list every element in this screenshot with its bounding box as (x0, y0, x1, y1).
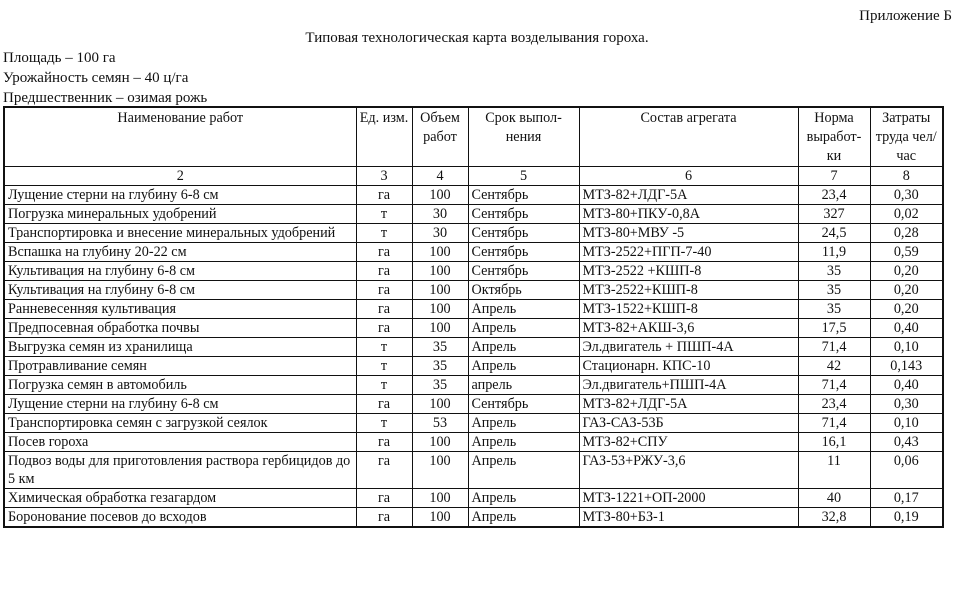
cell-aggregate: Стационарн. КПС-10 (579, 357, 798, 376)
cell-labor: 0,143 (870, 357, 943, 376)
cell-labor: 0,19 (870, 508, 943, 528)
table-body (4, 186, 943, 528)
table-row (4, 376, 943, 395)
area-info: Площадь – 100 га (3, 50, 116, 66)
table-row (4, 452, 943, 489)
cell-volume: 30 (412, 224, 468, 243)
cell-work-name: Предпосевная обработка почвы (4, 319, 356, 338)
cell-unit: га (356, 395, 412, 414)
cell-term: Сентябрь (468, 224, 579, 243)
cell-term: Апрель (468, 433, 579, 452)
cell-norm: 40 (798, 489, 870, 508)
cell-norm: 11 (798, 452, 870, 489)
cell-unit: га (356, 319, 412, 338)
column-number: 7 (798, 167, 870, 186)
cell-volume: 100 (412, 489, 468, 508)
cell-labor: 0,59 (870, 243, 943, 262)
cell-work-name: Выгрузка семян из хранилища (4, 338, 356, 357)
header-cell-aggregate: Состав агрегата (579, 107, 798, 167)
table-row (4, 281, 943, 300)
cell-norm: 17,5 (798, 319, 870, 338)
cell-unit: га (356, 489, 412, 508)
table-row (4, 414, 943, 433)
cell-volume: 100 (412, 300, 468, 319)
cell-unit: га (356, 243, 412, 262)
cell-volume: 100 (412, 186, 468, 205)
cell-term: Сентябрь (468, 205, 579, 224)
cell-work-name: Подвоз воды для приготовления раствора гербицидов до 5 км (4, 452, 356, 489)
cell-aggregate: МТЗ-82+ЛДГ-5А (579, 395, 798, 414)
cell-labor: 0,20 (870, 300, 943, 319)
table-row (4, 243, 943, 262)
cell-norm: 42 (798, 357, 870, 376)
cell-norm: 71,4 (798, 414, 870, 433)
header-cell-volume: Объем работ (412, 107, 468, 167)
table-row (4, 205, 943, 224)
cell-work-name: Погрузка семян в автомобиль (4, 376, 356, 395)
cell-aggregate: МТЗ-2522 +КШП-8 (579, 262, 798, 281)
cell-work-name: Лущение стерни на глубину 6-8 см (4, 395, 356, 414)
cell-volume: 35 (412, 376, 468, 395)
cell-labor: 0,40 (870, 319, 943, 338)
column-number-row (4, 167, 943, 186)
cell-term: Апрель (468, 414, 579, 433)
cell-volume: 100 (412, 395, 468, 414)
table-row (4, 300, 943, 319)
cell-labor: 0,30 (870, 395, 943, 414)
cell-work-name: Боронование посевов до всходов (4, 508, 356, 528)
cell-volume: 100 (412, 281, 468, 300)
cell-work-name: Культивация на глубину 6-8 см (4, 262, 356, 281)
cell-aggregate: ГАЗ-САЗ-53Б (579, 414, 798, 433)
cell-volume: 35 (412, 338, 468, 357)
document-title: Типовая технологическая карта возделывания гороха. (305, 30, 649, 46)
table-row (4, 357, 943, 376)
cell-work-name: Культивация на глубину 6-8 см (4, 281, 356, 300)
cell-aggregate: МТЗ-80+БЗ-1 (579, 508, 798, 528)
cell-volume: 100 (412, 262, 468, 281)
cell-aggregate: МТЗ-1221+ОП-2000 (579, 489, 798, 508)
table-row (4, 433, 943, 452)
cell-unit: га (356, 186, 412, 205)
technology-map-table (3, 106, 944, 528)
table-row (4, 508, 943, 528)
cell-norm: 24,5 (798, 224, 870, 243)
cell-term: Сентябрь (468, 186, 579, 205)
cell-unit: т (356, 224, 412, 243)
cell-term: Апрель (468, 489, 579, 508)
cell-work-name: Химическая обработка гезагардом (4, 489, 356, 508)
cell-aggregate: МТЗ-82+СПУ (579, 433, 798, 452)
cell-volume: 100 (412, 319, 468, 338)
cell-volume: 100 (412, 433, 468, 452)
cell-aggregate: МТЗ-2522+ПГП-7-40 (579, 243, 798, 262)
cell-labor: 0,02 (870, 205, 943, 224)
cell-work-name: Ранневесенняя культивация (4, 300, 356, 319)
cell-term: апрель (468, 376, 579, 395)
cell-work-name: Лущение стерни на глубину 6-8 см (4, 186, 356, 205)
table-row (4, 489, 943, 508)
cell-term: Апрель (468, 508, 579, 528)
cell-aggregate: МТЗ-80+МВУ -5 (579, 224, 798, 243)
column-number: 8 (870, 167, 943, 186)
cell-norm: 16,1 (798, 433, 870, 452)
cell-volume: 35 (412, 357, 468, 376)
column-number: 6 (579, 167, 798, 186)
cell-norm: 35 (798, 300, 870, 319)
header-cell-unit: Ед. изм. (356, 107, 412, 167)
cell-term: Сентябрь (468, 243, 579, 262)
cell-term: Апрель (468, 452, 579, 489)
table-row (4, 395, 943, 414)
cell-term: Сентябрь (468, 395, 579, 414)
column-number: 5 (468, 167, 579, 186)
column-number: 2 (4, 167, 356, 186)
cell-labor: 0,10 (870, 338, 943, 357)
cell-volume: 100 (412, 508, 468, 528)
header-cell-name: Наименование работ (4, 107, 356, 167)
table-row (4, 319, 943, 338)
predecessor-info: Предшественник – озимая рожь (3, 90, 208, 106)
cell-unit: га (356, 452, 412, 489)
yield-info: Урожайность семян – 40 ц/га (3, 70, 189, 86)
cell-work-name: Протравливание семян (4, 357, 356, 376)
cell-unit: т (356, 376, 412, 395)
cell-labor: 0,43 (870, 433, 943, 452)
cell-work-name: Транспортировка семян с загрузкой сеялок (4, 414, 356, 433)
cell-term: Октябрь (468, 281, 579, 300)
cell-aggregate: Эл.двигатель+ПШП-4А (579, 376, 798, 395)
cell-unit: га (356, 281, 412, 300)
header-cell-labor: Затраты труда чел/час (870, 107, 943, 167)
cell-term: Сентябрь (468, 262, 579, 281)
cell-aggregate: МТЗ-82+ЛДГ-5А (579, 186, 798, 205)
cell-aggregate: МТЗ-82+АКШ-3,6 (579, 319, 798, 338)
cell-volume: 53 (412, 414, 468, 433)
cell-aggregate: МТЗ-2522+КШП-8 (579, 281, 798, 300)
cell-unit: т (356, 205, 412, 224)
cell-aggregate: ГАЗ-53+РЖУ-3,6 (579, 452, 798, 489)
cell-labor: 0,20 (870, 281, 943, 300)
cell-norm: 11,9 (798, 243, 870, 262)
header-cell-norm: Норма выработ-ки (798, 107, 870, 167)
cell-work-name: Транспортировка и внесение минеральных удобрений (4, 224, 356, 243)
table-row (4, 338, 943, 357)
table-row (4, 224, 943, 243)
cell-work-name: Вспашка на глубину 20-22 см (4, 243, 356, 262)
header-row (4, 107, 943, 167)
cell-labor: 0,06 (870, 452, 943, 489)
header-cell-term: Срок выпол-нения (468, 107, 579, 167)
cell-aggregate: Эл.двигатель + ПШП-4А (579, 338, 798, 357)
cell-norm: 35 (798, 281, 870, 300)
cell-volume: 100 (412, 452, 468, 489)
cell-norm: 32,8 (798, 508, 870, 528)
cell-labor: 0,10 (870, 414, 943, 433)
table-row (4, 186, 943, 205)
cell-unit: т (356, 357, 412, 376)
cell-volume: 100 (412, 243, 468, 262)
column-number: 3 (356, 167, 412, 186)
cell-work-name: Посев гороха (4, 433, 356, 452)
cell-aggregate: МТЗ-1522+КШП-8 (579, 300, 798, 319)
cell-unit: га (356, 300, 412, 319)
cell-labor: 0,17 (870, 489, 943, 508)
cell-term: Апрель (468, 319, 579, 338)
cell-labor: 0,30 (870, 186, 943, 205)
cell-norm: 327 (798, 205, 870, 224)
cell-volume: 30 (412, 205, 468, 224)
cell-unit: т (356, 338, 412, 357)
column-number: 4 (412, 167, 468, 186)
cell-unit: т (356, 414, 412, 433)
cell-aggregate: МТЗ-80+ПКУ-0,8А (579, 205, 798, 224)
appendix-label: Приложение Б (859, 8, 952, 24)
cell-unit: га (356, 433, 412, 452)
cell-term: Апрель (468, 338, 579, 357)
cell-unit: га (356, 262, 412, 281)
cell-norm: 35 (798, 262, 870, 281)
cell-norm: 71,4 (798, 376, 870, 395)
cell-work-name: Погрузка минеральных удобрений (4, 205, 356, 224)
cell-labor: 0,20 (870, 262, 943, 281)
cell-norm: 23,4 (798, 186, 870, 205)
cell-unit: га (356, 508, 412, 528)
cell-term: Апрель (468, 300, 579, 319)
cell-labor: 0,40 (870, 376, 943, 395)
table-row (4, 262, 943, 281)
cell-norm: 23,4 (798, 395, 870, 414)
cell-norm: 71,4 (798, 338, 870, 357)
cell-term: Апрель (468, 357, 579, 376)
cell-labor: 0,28 (870, 224, 943, 243)
